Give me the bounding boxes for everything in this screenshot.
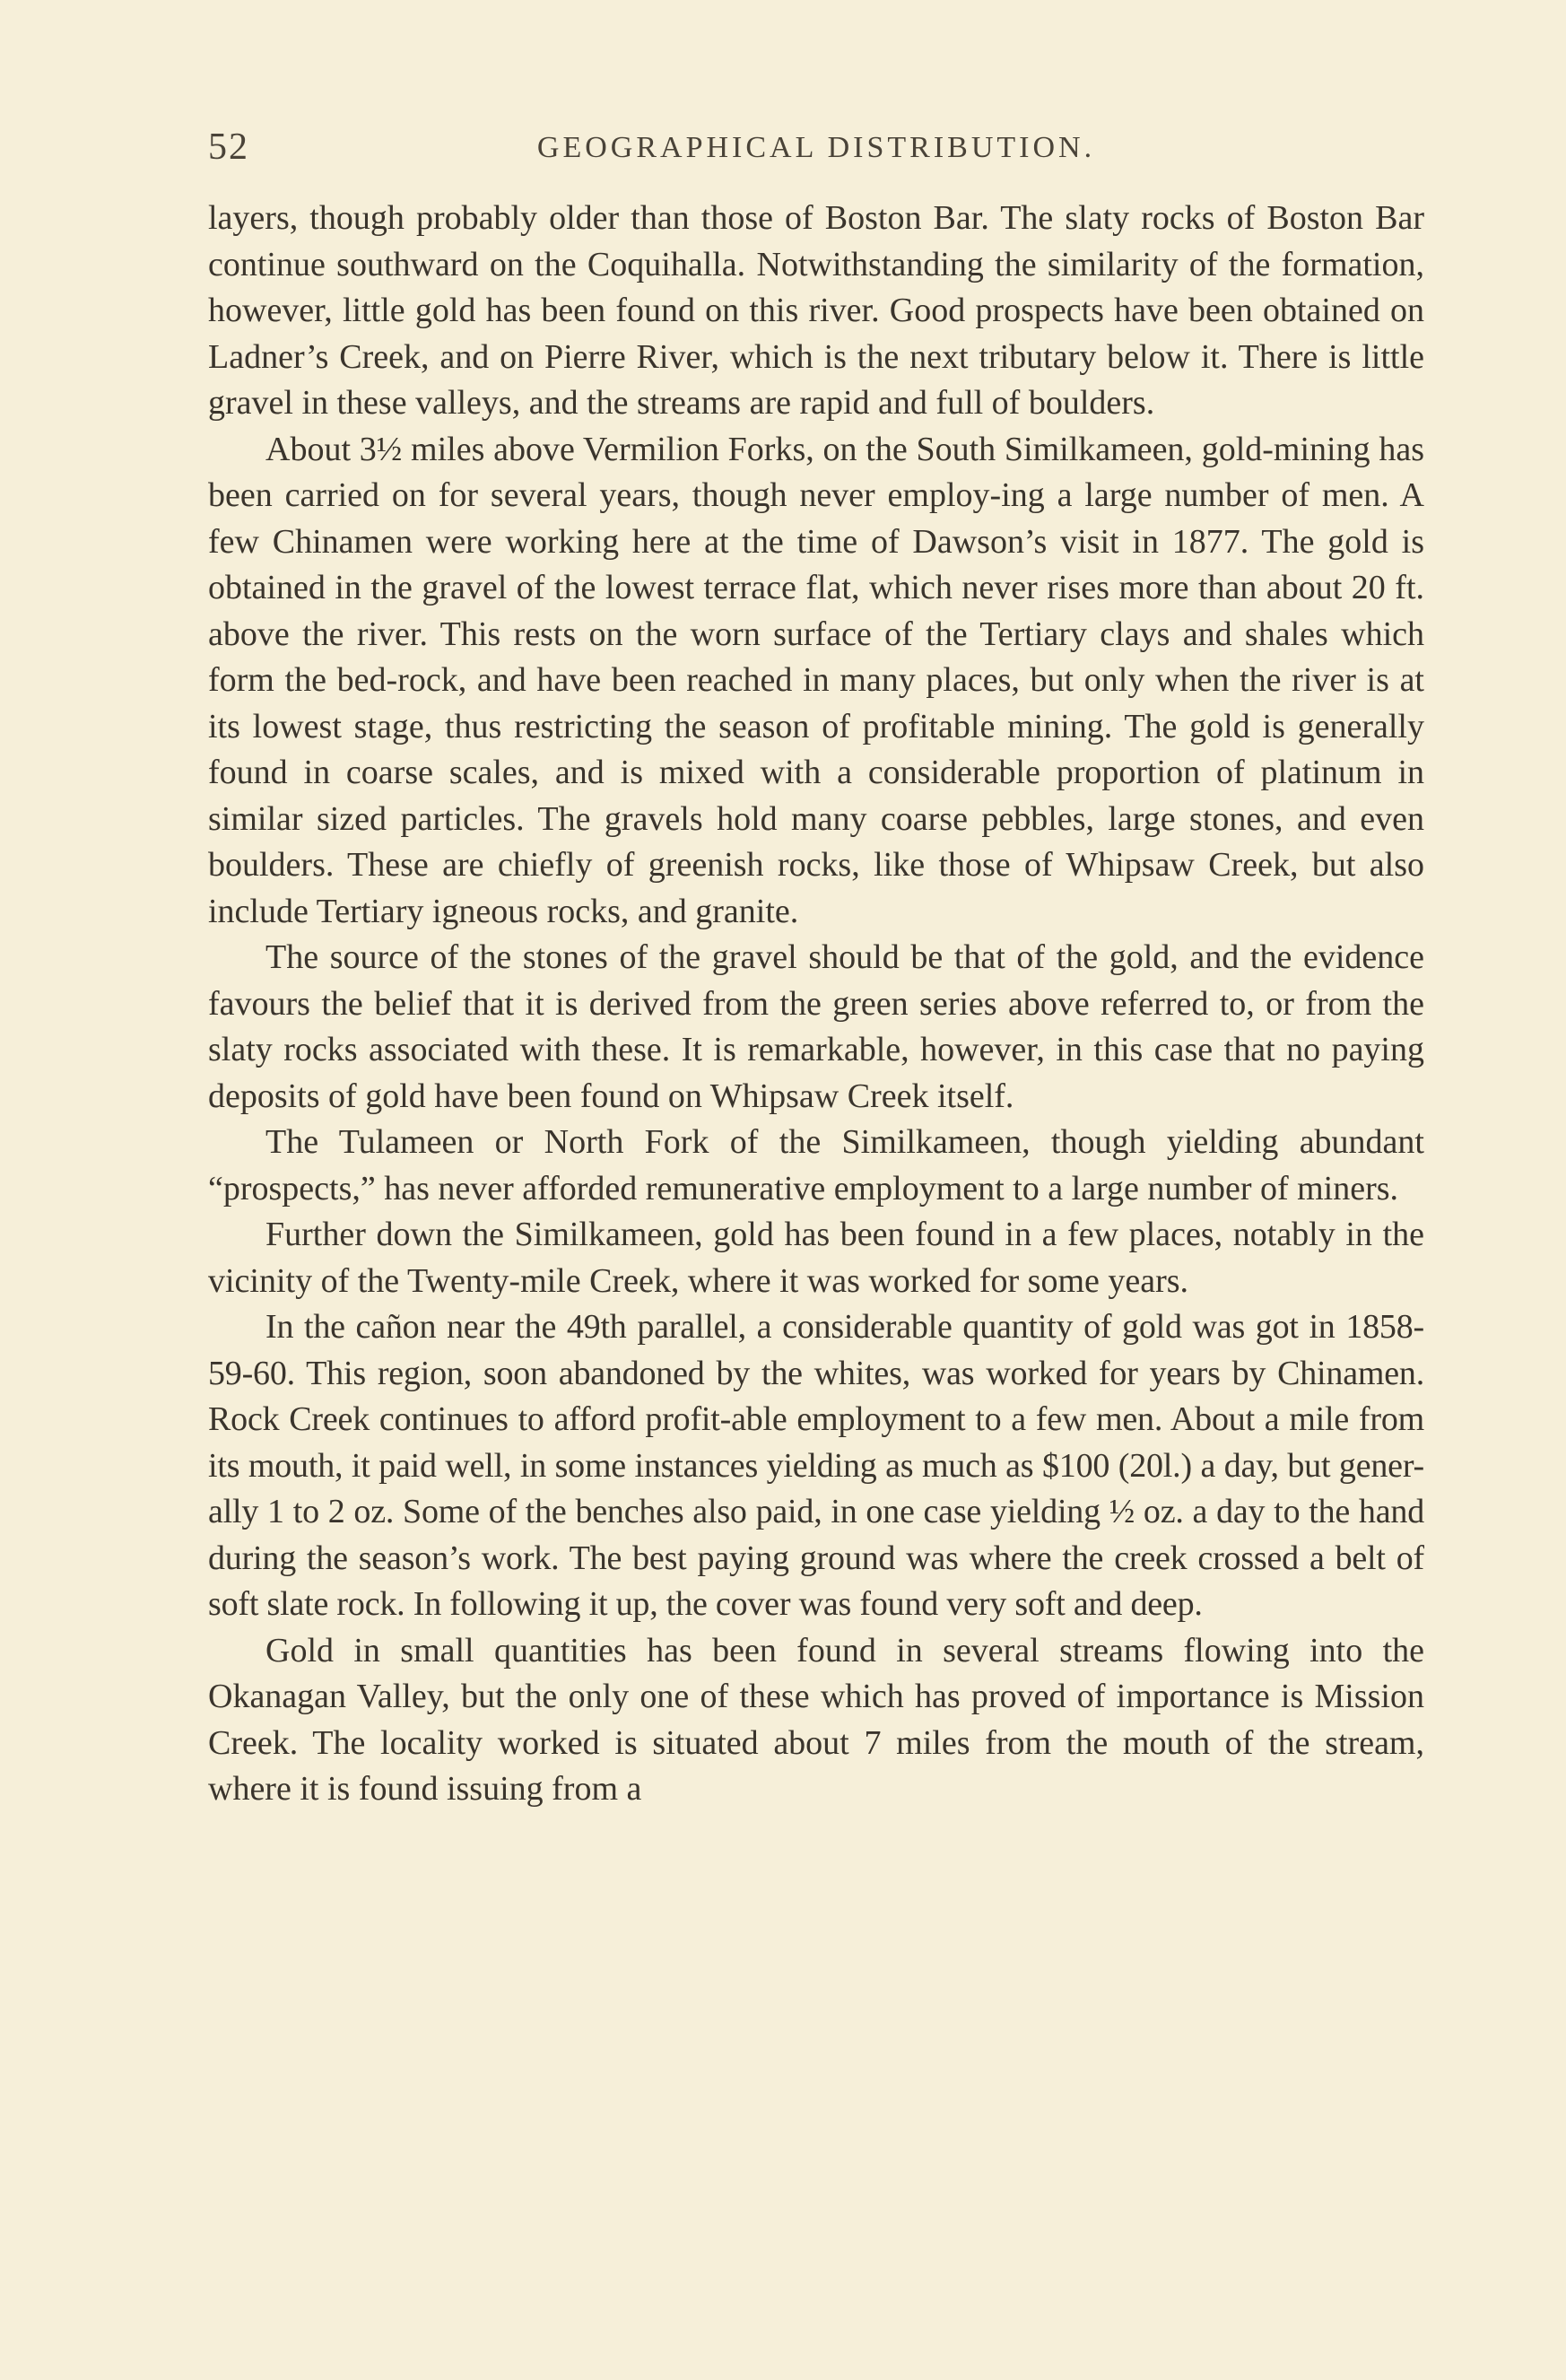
paragraph-1: layers, though probably older than those of Boston Bar. The slaty rocks of Boston Bar continue southward on the Coquihalla. Notwithstanding the similarity of the formation, however, little gold has been found on this river. Good prospects have been obtained on Ladner’s Creek, and on Pierre River, which is the next tributary below it. There is little gravel in these valleys, and the streams are rapid and full of boulders. — [208, 199, 1424, 422]
paragraph-3: The source of the stones of the gravel should be that of the gold, and the evidence favours the belief that it is derived from the green series above referred to, or from the slaty rocks associated with these. It is remarkable, however, in this case that no paying deposits of gold have been found on Whipsaw Creek itself. — [208, 938, 1424, 1115]
paragraph-4: The Tulameen or North Fork of the Similkameen, though yielding abundant “prospects,” has never afforded remunerative employment to a large number of miners. — [208, 1123, 1424, 1207]
paragraph-5: Further down the Similkameen, gold has been found in a few places, notably in the vicinity of the Twenty-mile Creek, where it was worked for some years. — [208, 1216, 1424, 1300]
paragraph-6: In the cañon near the 49th parallel, a considerable quantity of gold was got in 1858-59-60. This region, soon abandoned by the whites, was worked for years by Chinamen. Rock Creek continues to afford profit-able employment to a few men. About a mile from its mouth, it paid well, in some instances yielding as much as $100 (20l.) a day, but gener-ally 1 to 2 oz. Some of the benches also paid, in one case yielding ½ oz. a day to the hand during the season’s work. The best paying ground was where the creek crossed a belt of soft slate rock. In following it up, the cover was found very soft and deep. — [208, 1308, 1424, 1623]
body-text — [208, 196, 1424, 2223]
page-number: 52 — [208, 126, 249, 168]
paragraph-2: About 3½ miles above Vermilion Forks, on the South Similkameen, gold-mining has been carried on for several years, though never employ-ing a large number of men. A few Chinamen were working here at the time of Dawson’s visit in 1877. The gold is obtained in the gravel of the lowest terrace flat, which never rises more than about 20 ft. above the river. This rests on the worn surface of the Tertiary clays and shales which form the bed-rock, and have been reached in many places, but only when the river is at its lowest stage, thus restricting the season of profitable mining. The gold is generally found in coarse scales, and is mixed with a considerable proportion of platinum in similar sized particles. The gravels hold many coarse pebbles, large stones, and even boulders. These are chiefly of greenish rocks, like those of Whipsaw Creek, but also include Tertiary igneous rocks, and granite. — [208, 430, 1424, 930]
page-header — [208, 126, 1424, 179]
paragraph-7: Gold in small quantities has been found in several streams flowing into the Okanagan Valley, but the only one of these which has proved of importance is Mission Creek. The locality worked is situated about 7 miles from the mouth of the stream, where it is found issuing from a — [208, 1631, 1424, 1808]
running-head: GEOGRAPHICAL DISTRIBUTION. — [536, 131, 1096, 164]
